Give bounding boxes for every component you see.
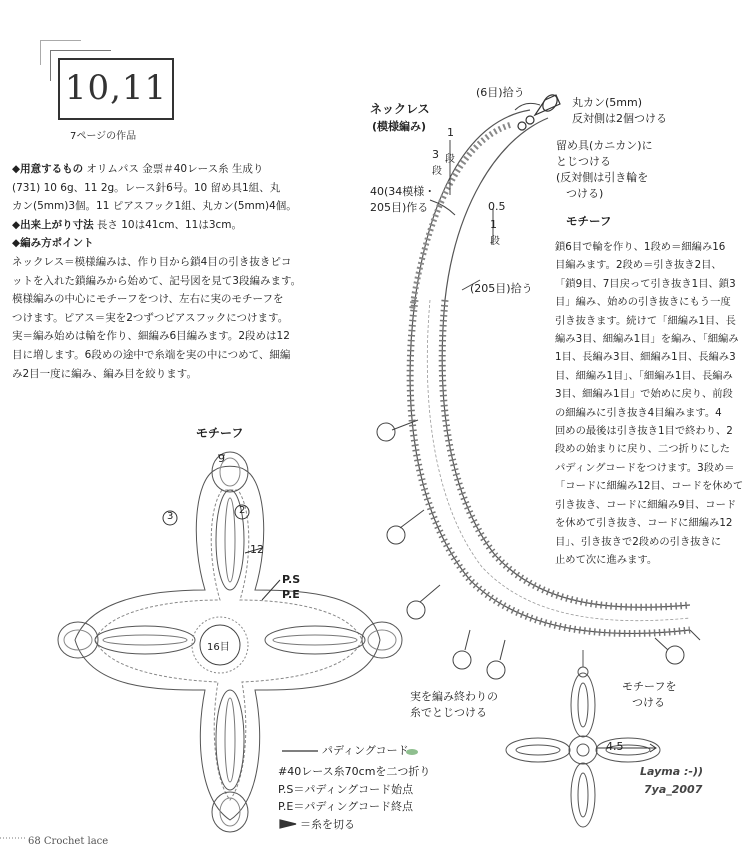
pickup-205-label: (205目)拾う: [470, 282, 533, 295]
motif-heading: モチーフ: [566, 214, 612, 228]
rows-3-label: 3: [432, 148, 439, 161]
page-footer: 68 Crochet lace: [28, 836, 109, 847]
motif-line: 鎖6目で輪を作り、1段め＝細編み16: [555, 241, 726, 253]
clasp-label: とじつける: [556, 155, 611, 168]
motif-line: 目」、引き抜きで2段めの引き抜きに: [555, 535, 722, 548]
credit-line: Layma :-)): [640, 765, 703, 778]
motif-line: を休めて引き抜き、コードに細編み12: [555, 517, 733, 530]
attach-fruit-label: 実を編み終わりの: [410, 690, 498, 703]
points-line: 実＝編み始めは輪を作り、細編み6目編みます。2段めは12: [12, 330, 290, 343]
motif-width-label: 4.5: [606, 740, 624, 753]
rows-05-unit: 段: [490, 236, 500, 247]
points-line: ネックレス＝模様編みは、作り目から鎖4目の引き抜きピコ: [12, 255, 292, 268]
motif-line: パディングコードをつけます。3段め＝: [555, 461, 735, 474]
clasp-label: (反対側は引き輪を: [556, 171, 649, 184]
motif-line: の細編みに引き抜き4目編みます。4: [555, 406, 722, 419]
count-12-label: 12: [250, 543, 264, 556]
motif-line: 目編みます。2段め＝引き抜き2目、: [555, 259, 722, 272]
ring-label: 丸カン(5mm): [572, 96, 643, 109]
points-line: 目に増します。6段めの途中で糸端を実の中につめて、細編: [12, 348, 291, 361]
pattern-number: 10,11: [64, 68, 168, 108]
points-line: み2目一度に編み、編み目を絞ります。: [12, 367, 197, 380]
materials-heading: ◆用意するもの: [12, 163, 84, 175]
motif-line: 目」編み、始めの引き抜きにもう一度: [555, 296, 731, 309]
ps-label: P.S: [282, 573, 301, 586]
credit-line: 7ya_2007: [644, 783, 703, 796]
necklace-title: ネックレス: [370, 102, 430, 116]
attach-fruit-label: 糸でとじつける: [410, 706, 487, 719]
rows-1-label: 1: [447, 126, 454, 139]
points-line: 模様編みの中心にモチーフをつけ、左右に実のモチーフを: [12, 293, 284, 306]
clasp-label: つける): [566, 187, 604, 200]
points-heading: ◆編み方ポイント: [12, 237, 94, 250]
legend-line: P.E＝パディングコード終点: [278, 800, 414, 813]
rows-05-label: 0.5: [488, 200, 506, 213]
attach-motif-label: つける: [632, 696, 665, 709]
pe-label: P.E: [282, 588, 300, 601]
materials-text: オリムパス 金票＃40レース糸 生成り: [83, 163, 264, 175]
motif-line: 「コードに細編み12目、コードを休めて: [555, 480, 744, 493]
round-3-label: 3: [167, 511, 174, 522]
motif-line: 編み3目、細編み1目」を編み、「細編み: [555, 333, 739, 346]
motif-chart-title: モチーフ: [196, 426, 244, 440]
points-line: つけます。ピアス＝実を2つずつピアスフックにつけます。: [12, 311, 289, 324]
motif-line: 引き抜き、コードに細編み9目、コード: [555, 498, 737, 511]
legend-padding-cord: パディングコード: [322, 744, 409, 757]
rows-1-unit: 段: [445, 154, 455, 165]
points-line: ットを入れた鎖編みから始めて、記号図を見て3段編みます。: [12, 274, 302, 287]
motif-line: 目、細編み1目」、「細編み1目、長編み: [555, 369, 733, 382]
legend-line: P.S＝パディングコード始点: [278, 783, 414, 796]
motif-line: 1目、長編み3目、細編み1目、長編み3: [555, 351, 736, 364]
center-label: 16目: [207, 642, 230, 653]
legend-line: ＝糸を切る: [300, 818, 355, 831]
attach-motif-label: モチーフを: [622, 680, 677, 693]
page-reference: 7ページの作品: [70, 131, 137, 142]
make-label: 40(34模様・: [370, 185, 436, 198]
motif-instructions: [555, 238, 750, 569]
motif-line: 止めて次に進みます。: [555, 553, 658, 566]
clasp-label: 留め具(カニカン)に: [556, 139, 653, 152]
motif-line: 回めの最後は引き抜き1目で終わり、2: [555, 425, 733, 438]
motif-line: 3目、細編み1目」で始めに戻り、前段: [555, 388, 733, 401]
pickup-6-label: (6目)拾う: [476, 86, 525, 99]
round-2-label: 2: [239, 505, 246, 516]
rows-3-unit: 段: [432, 166, 442, 177]
motif-line: 「鎖9目、7目戻って引き抜き1目、鎖3: [555, 277, 736, 290]
necklace-subtitle: (模様編み): [372, 120, 427, 133]
count-9-label: 9: [218, 452, 225, 465]
motif-line: 段めの始まりに戻り、二つ折りにした: [555, 443, 731, 456]
rows-05-count: 1: [490, 218, 497, 231]
materials-text: (731) 10 6g、11 2g。レース針6号。10 留め具1組、丸: [12, 181, 281, 194]
size-heading: ◆出来上がり寸法: [12, 218, 94, 231]
legend-line: #40レース糸70cmを二つ折り: [278, 765, 431, 778]
motif-line: 引き抜きます。続けて「細編み1目、長: [555, 314, 736, 327]
materials-text: カン(5mm)3個。11 ピアスフック1組、丸カン(5mm)4個。: [12, 200, 297, 213]
small-motif: [506, 650, 660, 827]
ring-label: 反対側は2個つける: [572, 112, 667, 125]
size-text: 長さ 10は41cm、11は3cm。: [93, 218, 243, 231]
make-label: 205目)作る: [370, 201, 429, 214]
